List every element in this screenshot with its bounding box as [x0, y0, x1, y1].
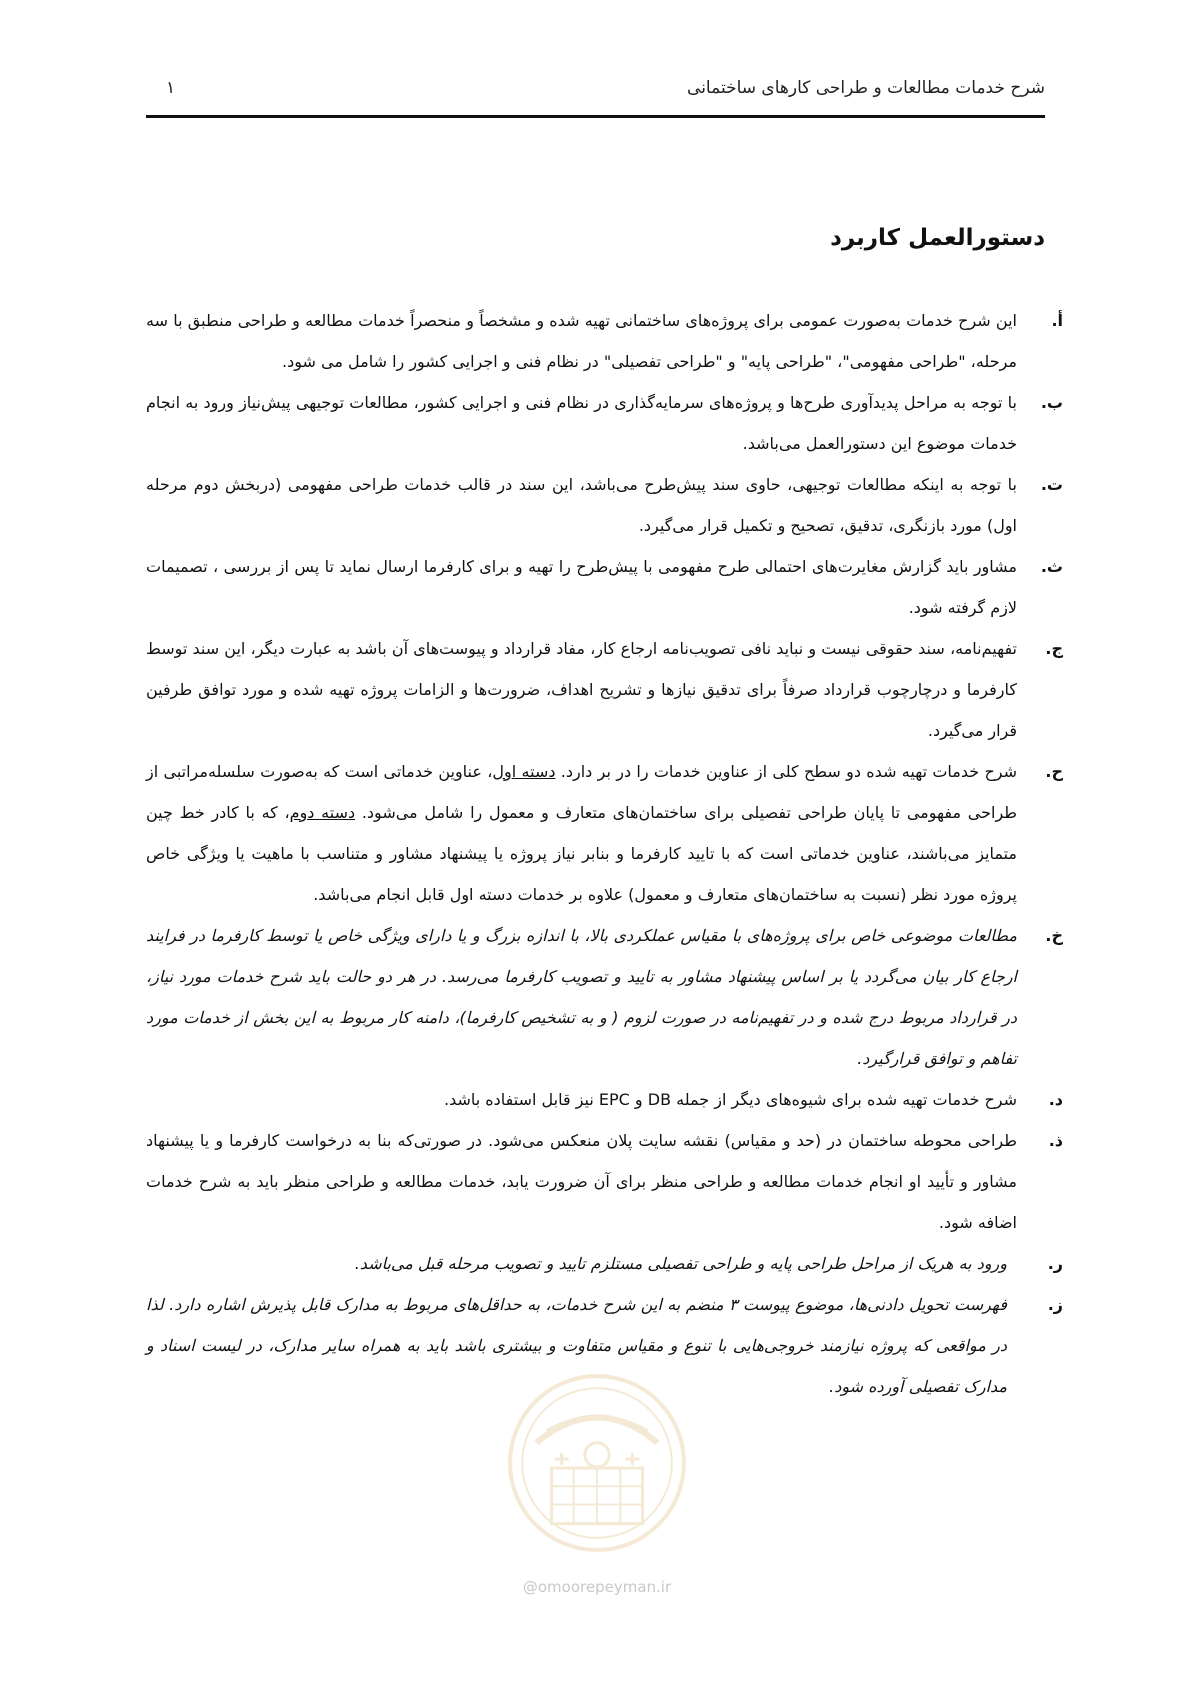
item-text: با توجه به مراحل پدیدآوری طرح‌ها و پروژه‌های سرمایه‌گذاری در نظام فنی و اجرایی کشور، مطالعات توجیهی پیش‌نیاز ورود به انجام خدمات موضوع این دستورالعمل می‌باشد. [146, 393, 1017, 453]
item-marker: خ. [1045, 926, 1063, 945]
list-item [146, 464, 1063, 546]
item-text: با توجه به اینکه مطالعات توجیهی، حاوی سند پیش‌طرح می‌باشد، این سند در قالب خدمات طراحی مفهومی (دربخش دوم مرحله اول) مورد بازنگری، تدقیق، تصحیح و تکمیل قرار می‌گیرد. [146, 475, 1017, 535]
item-text: مشاور باید گزارش مغایرت‌های احتمالی طرح مفهومی با پیش‌طرح را تهیه و برای کارفرما ارسال نماید تا پس از بررسی ، تصمیمات لازم گرفته شود. [146, 557, 1017, 617]
item-marker: ر. [1047, 1254, 1063, 1273]
item-marker: ب. [1040, 393, 1063, 412]
item-text: این شرح خدمات به‌صورت عمومی برای پروژه‌های ساختمانی تهیه شده و مشخصاً و منحصراً خدمات مطالعه و طراحی منطبق با سه مرحله، "طراحی مفهومی"، "طراحی پایه" و "طراحی تفصیلی" در نظام فنی و اجرایی کشور را شامل می شود. [146, 311, 1017, 371]
item-marker: ت. [1040, 475, 1063, 494]
underlined-term: دسته اول [492, 762, 556, 781]
list-item [146, 382, 1063, 464]
item-marker: ذ. [1048, 1131, 1063, 1150]
item-text-part: ، عناوین خدماتی است که به‌صورت سلسله‌مراتبی از طراحی مفهومی تا پایان طراحی تفصیلی برای ساختمان‌های متعارف و معمول را شامل می‌شود. [146, 762, 1018, 822]
instruction-list [146, 300, 1063, 1407]
item-text: ورود به هریک از مراحل طراحی پایه و طراحی تفصیلی مستلزم تایید و تصویب مرحله قبل می‌باشد. [354, 1254, 1007, 1273]
underlined-term: دسته دوم [289, 803, 356, 822]
header-title: شرح خدمات مطالعات و طراحی کارهای ساختمانی [687, 78, 1045, 98]
list-item [146, 751, 1063, 915]
item-text: فهرست تحویل دادنی‌ها، موضوع پیوست ۳ منضم به این شرح خدمات، به حداقل‌های مربوط به مدارک قابل پذیرش اشاره دارد. لذا در مواقعی که پروژه نیازمند خروجی‌هایی با تنوع و مقیاس متفاوت و بیشتری باشد باید به همراه سایر مدارک، در لیست اسناد و مدارک تفصیلی آورده شود. [146, 1295, 1008, 1396]
page-number: ۱ [166, 78, 176, 98]
list-item [146, 915, 1063, 1079]
item-text: مطالعات موضوعی خاص برای پروژه‌های با مقیاس عملکردی بالا، با اندازه بزرگ و یا دارای ویژگی خاص یا توسط کارفرما در فرایند ارجاع کار بیان می‌گردد یا بر اساس پیشنهاد مشاور به تایید و تصویب کارفرما می‌رسد. در هر دو حالت باید شرح خدمات مورد نیاز، در قرارداد مربوط درج شده و در تفهیم‌نامه در صورت لزوم ( و به تشخیص کارفرما)، دامنه کار مربوط به این بخش از خدمات مورد تفاهم و توافق قرارگیرد. [146, 926, 1018, 1068]
item-text-part: ، که با کادر خط چین متمایز می‌باشند، عناوین خدماتی است که با تایید کارفرما و بنابر نیاز پروژه یا پیشنهاد مشاور و متناسب با ماهیت یا ویژگی خاص پروژه مورد نظر (نسبت به ساختمان‌های متعارف و معمول) علاوه بر خدمات دسته اول قابل انجام می‌باشد. [146, 803, 1017, 904]
watermark-url: @omoorepeyman.ir [522, 1578, 672, 1596]
list-item [146, 300, 1063, 382]
item-marker: ز. [1047, 1295, 1063, 1314]
seal-logo-icon [506, 1372, 688, 1554]
item-marker: ح. [1045, 762, 1063, 781]
list-item [146, 1120, 1063, 1243]
item-marker: ث. [1040, 557, 1063, 576]
item-text: طراحی محوطه ساختمان در (حد و مقیاس) نقشه سایت پلان منعکس می‌شود. در صورتی‌که بنا به درخواست کارفرما و یا پیشنهاد مشاور و تأیید او انجام خدمات مطالعه و طراحی منظر برای آن ضرورت یابد، خدمات مطالعه و طراحی منظر باید به شرح خدمات اضافه شود. [146, 1131, 1017, 1232]
item-text: تفهیم‌نامه، سند حقوقی نیست و نباید نافی تصویب‌نامه ارجاع کار، مفاد قرارداد و پیوست‌های آن باشد به عبارت دیگر، این سند توسط کارفرما و درچارچوب قرارداد صرفاً برای تدقیق نیازها و تشریح اهداف، ضرورت‌ها و الزامات پروژه تهیه شده و مورد توافق طرفین قرار می‌گیرد. [146, 639, 1017, 740]
item-text: شرح خدمات تهیه شده برای شیوه‌های دیگر از جمله DB و EPC نیز قابل استفاده باشد. [443, 1090, 1017, 1109]
item-marker: د. [1048, 1090, 1063, 1109]
list-item [146, 1079, 1063, 1120]
list-item [146, 628, 1063, 751]
page-header [146, 74, 1045, 114]
header-rule [146, 115, 1045, 118]
list-item [146, 546, 1063, 628]
item-marker: أ. [1051, 311, 1063, 330]
list-item [146, 1243, 1063, 1284]
section-heading: دستورالعمل کاربرد [830, 225, 1045, 251]
item-marker: ج. [1045, 639, 1063, 658]
item-text-part: شرح خدمات تهیه شده دو سطح کلی از عناوین خدمات را در بر دارد. [555, 762, 1018, 781]
